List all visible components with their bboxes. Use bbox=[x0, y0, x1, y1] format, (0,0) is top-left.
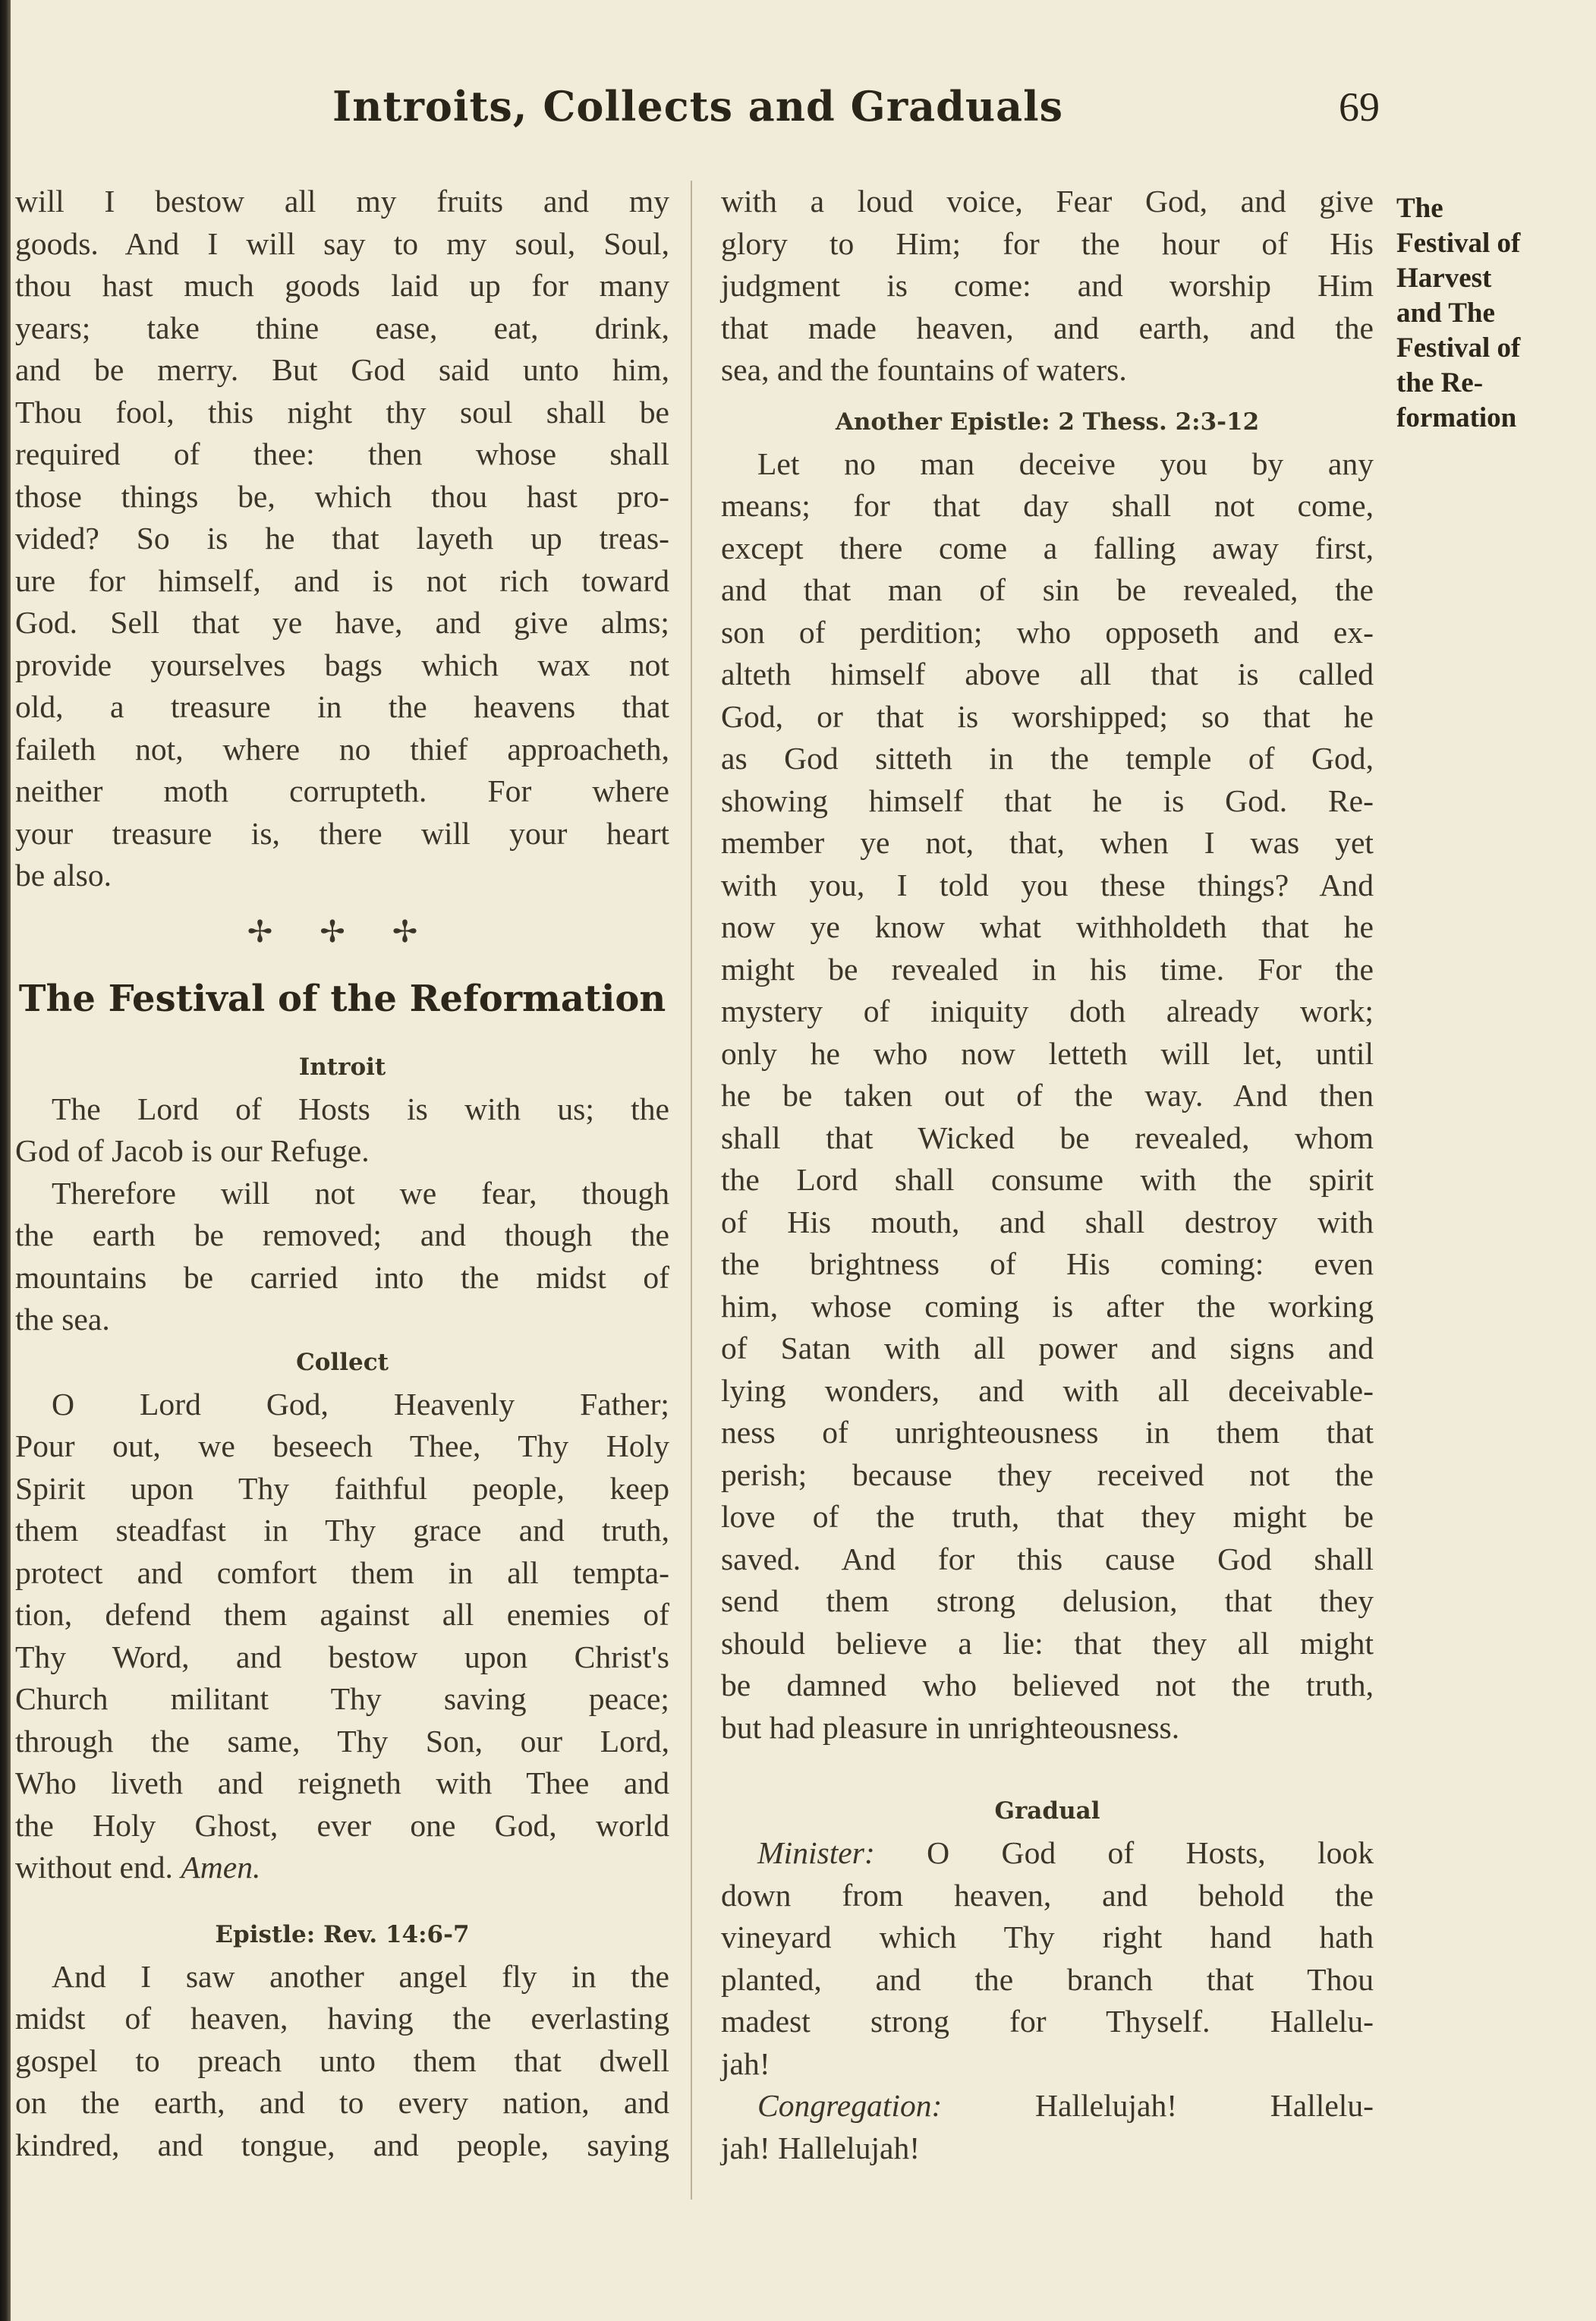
text-line: with you, I told you these things? And bbox=[721, 867, 1374, 902]
text-line: madest strong for Thyself. Hallelu- bbox=[721, 2004, 1374, 2039]
text-line: O Lord God, Heavenly Father; bbox=[52, 1386, 669, 1422]
text-line: of Satan with all power and signs and bbox=[721, 1331, 1374, 1365]
text-line: son of perdition; who opposeth and ex- bbox=[721, 614, 1374, 650]
text-line: years; take thine ease, eat, drink, bbox=[15, 310, 669, 345]
text-line: planted, and the branch that Thou bbox=[721, 1961, 1374, 1997]
text-line: means; for that day shall not come, bbox=[721, 488, 1374, 523]
margin-note-line: Festival of bbox=[1396, 228, 1521, 259]
epistle-continuation bbox=[721, 181, 1374, 392]
text-line: the Holy Ghost, ever one God, world bbox=[15, 1807, 669, 1843]
introit-para-1-cont bbox=[15, 1130, 669, 1173]
text-line: with a loud voice, Fear God, and give bbox=[721, 184, 1374, 219]
text-line: send them strong delusion, that they bbox=[721, 1583, 1374, 1618]
introit-heading: Introit bbox=[298, 1053, 386, 1081]
text-line: mystery of iniquity doth already work; bbox=[721, 994, 1374, 1028]
introit-para-1 bbox=[15, 1088, 669, 1131]
epistle-heading: Epistle: Rev. 14:6-7 bbox=[215, 1920, 470, 1948]
page-edge-shadow bbox=[0, 0, 11, 2321]
minister-label: Minister: bbox=[757, 1835, 875, 1870]
gradual-congregation-first bbox=[721, 2085, 1374, 2127]
text-line: God of Jacob is our Refuge. bbox=[15, 1133, 370, 1168]
text-line: provide yourselves bags which wax not bbox=[15, 647, 669, 682]
collect-body bbox=[15, 1425, 669, 1889]
text-line: midst of heaven, having the everlasting bbox=[15, 2001, 669, 2036]
gradual-congregation-body bbox=[721, 2127, 1374, 2170]
text-line: kindred, and tongue, and people, saying bbox=[15, 2127, 669, 2162]
minister-first-text: O God of Hosts, look bbox=[927, 1835, 1374, 1870]
text-line: through the same, Thy Son, our Lord, bbox=[15, 1723, 669, 1759]
text-line: mountains be carried into the midst of bbox=[15, 1259, 669, 1295]
text-line: old, a treasure in the heavens that bbox=[15, 689, 669, 724]
running-head-title: Introits, Collects and Graduals bbox=[332, 82, 1064, 131]
text-line: perish; because they received not the bbox=[721, 1457, 1374, 1492]
text-line: glory to Him; for the hour of His bbox=[721, 225, 1374, 261]
text-line: member ye not, that, when I was yet bbox=[721, 825, 1374, 860]
text-line: The Lord of Hosts is with us; the bbox=[52, 1091, 669, 1126]
congregation-first-text: Hallelujah! Hallelu- bbox=[1035, 2088, 1374, 2123]
text-line: will I bestow all my fruits and my bbox=[15, 184, 669, 219]
margin-note-line: the Re- bbox=[1396, 367, 1484, 398]
text-line: God, or that is worshipped; so that he bbox=[721, 698, 1374, 734]
column-divider bbox=[691, 181, 692, 2200]
introit-para-2-cont bbox=[15, 1214, 669, 1341]
text-line: except there come a falling away first, bbox=[721, 530, 1374, 565]
text-line: be damned who believed not the truth, bbox=[721, 1668, 1374, 1702]
text-line: judgment is come: and worship Him bbox=[721, 268, 1374, 303]
text-line: and be merry. But God said unto him, bbox=[15, 352, 669, 387]
text-line: down from heaven, and behold the bbox=[721, 1877, 1374, 1913]
text-line: the Lord shall consume with the spirit bbox=[721, 1162, 1374, 1197]
text-line: Thy Word, and bestow upon Christ's bbox=[15, 1639, 669, 1674]
section-ornament: ✢ ✢ ✢ bbox=[247, 914, 438, 949]
text-line: ure for himself, and is not rich toward bbox=[15, 562, 669, 598]
text-line: vided? So is he that layeth up treas- bbox=[15, 521, 669, 556]
text-line: goods. And I will say to my soul, Soul, bbox=[15, 225, 669, 261]
text-line: but had pleasure in unrighteousness. bbox=[721, 1709, 1180, 1745]
gradual-minister-first bbox=[721, 1832, 1374, 1875]
text-line: Pour out, we beseech Thee, Thy Holy bbox=[15, 1428, 669, 1463]
text-line: vineyard which Thy right hand hath bbox=[721, 1919, 1374, 1954]
text-line: him, whose coming is after the working bbox=[721, 1288, 1374, 1324]
text-line: love of the truth, that they might be bbox=[721, 1499, 1374, 1534]
congregation-label: Congregation: bbox=[757, 2088, 943, 2123]
collect-heading: Collect bbox=[296, 1348, 389, 1376]
text-line: Thou fool, this night thy soul shall be bbox=[15, 394, 669, 430]
margin-note-line: Festival of bbox=[1396, 332, 1521, 364]
text-line: of His mouth, and shall destroy with bbox=[721, 1204, 1374, 1239]
gospel-continuation bbox=[15, 181, 669, 897]
amen: Amen. bbox=[181, 1850, 261, 1885]
text-line: Church militant Thy saving peace; bbox=[15, 1681, 669, 1716]
text-line: he be taken out of the way. And then bbox=[721, 1078, 1374, 1113]
epistle-body bbox=[15, 1998, 669, 2166]
margin-note-line: The bbox=[1396, 193, 1443, 224]
right-column bbox=[721, 181, 1374, 2169]
text-line: jah! Hallelujah! bbox=[721, 2130, 921, 2165]
collect-first bbox=[15, 1384, 669, 1426]
margin-note-line: formation bbox=[1396, 402, 1517, 433]
text-line: on the earth, and to every nation, and bbox=[15, 2085, 669, 2120]
another-epistle-body bbox=[721, 485, 1374, 1749]
text-line bbox=[757, 1832, 1374, 1875]
text-line: should believe a lie: that they all might bbox=[721, 1625, 1374, 1661]
text-line: required of thee: then whose shall bbox=[15, 436, 669, 471]
text-line: shall that Wicked be revealed, whom bbox=[721, 1120, 1374, 1155]
text-line: only he who now letteth will let, until bbox=[721, 1035, 1374, 1071]
text-line: sea, and the fountains of waters. bbox=[721, 352, 1127, 387]
text-line: might be revealed in his time. For the bbox=[721, 951, 1374, 987]
text-line: that made heaven, and earth, and the bbox=[721, 310, 1374, 345]
left-column bbox=[15, 181, 669, 2166]
another-epistle-first bbox=[721, 443, 1374, 486]
page-number: 69 bbox=[1339, 84, 1380, 130]
text-line: the brightness of His coming: even bbox=[721, 1246, 1374, 1281]
text-line: showing himself that he is God. Re- bbox=[721, 783, 1374, 818]
text-line: lying wonders, and with all deceivable- bbox=[721, 1372, 1374, 1408]
text-line: thou hast much goods laid up for many bbox=[15, 268, 669, 303]
collect-last-line: without end. bbox=[15, 1850, 173, 1885]
text-line: them steadfast in Thy grace and truth, bbox=[15, 1513, 669, 1548]
margin-note-line: and The bbox=[1396, 298, 1495, 329]
text-line: faileth not, where no thief approacheth, bbox=[15, 731, 669, 767]
text-line: the earth be removed; and though the bbox=[15, 1217, 669, 1252]
text-line: the sea. bbox=[15, 1302, 110, 1337]
text-line bbox=[757, 2085, 1374, 2127]
text-line bbox=[15, 1847, 669, 1889]
text-line: God. Sell that ye have, and give alms; bbox=[15, 605, 669, 640]
text-line: Who liveth and reigneth with Thee and bbox=[15, 1765, 669, 1800]
text-line: Therefore will not we fear, though bbox=[52, 1175, 669, 1211]
text-line: now ye know what withholdeth that he bbox=[721, 909, 1374, 944]
another-epistle-heading: Another Epistle: 2 Thess. 2:3-12 bbox=[835, 408, 1260, 436]
text-line: ness of unrighteousness in them that bbox=[721, 1415, 1374, 1450]
text-line: alteth himself above all that is called bbox=[721, 657, 1374, 691]
text-line: jah! bbox=[721, 2045, 770, 2081]
text-line: be also. bbox=[15, 858, 112, 893]
epistle-first bbox=[15, 1956, 669, 1998]
section-title: The Festival of the Reformation bbox=[18, 977, 666, 1020]
text-line: saved. And for this cause God shall bbox=[721, 1541, 1374, 1576]
text-line: neither moth corrupteth. For where bbox=[15, 773, 669, 808]
text-line: protect and comfort them in all tempta- bbox=[15, 1554, 669, 1590]
gradual-minister-body bbox=[721, 1875, 1374, 2086]
gradual-heading: Gradual bbox=[994, 1797, 1100, 1825]
running-header bbox=[332, 82, 1380, 150]
text-line: your treasure is, there will your heart bbox=[15, 815, 669, 851]
margin-note bbox=[1396, 191, 1579, 436]
text-line: Spirit upon Thy faithful people, keep bbox=[15, 1470, 669, 1506]
text-line: tion, defend them against all enemies of bbox=[15, 1597, 669, 1632]
text-line: Let no man deceive you by any bbox=[757, 446, 1374, 481]
text-line: as God sitteth in the temple of God, bbox=[721, 741, 1374, 776]
text-line: gospel to preach unto them that dwell bbox=[15, 2042, 669, 2078]
text-line: and that man of sin be revealed, the bbox=[721, 572, 1374, 607]
introit-para-2 bbox=[15, 1173, 669, 1215]
margin-note-line: Harvest bbox=[1396, 263, 1492, 294]
text-line: those things be, which thou hast pro- bbox=[15, 478, 669, 514]
text-line: And I saw another angel fly in the bbox=[52, 1958, 669, 1994]
